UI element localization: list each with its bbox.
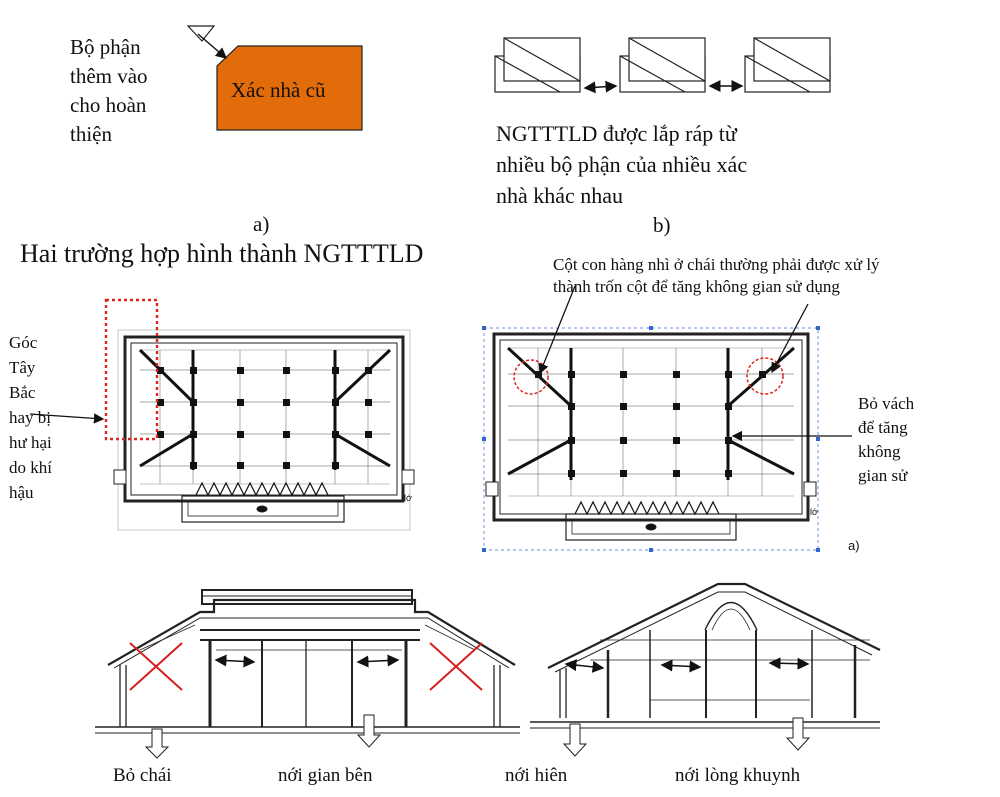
old-house-label: Xác nhà cũ bbox=[231, 78, 326, 102]
expand-arrow-4 bbox=[662, 665, 700, 667]
plan-caption-a: a) bbox=[848, 538, 860, 553]
added-part-line: cho hoàn bbox=[70, 93, 147, 117]
note-line: hay bị bbox=[9, 408, 52, 427]
walls-left bbox=[140, 350, 390, 470]
added-part-label bbox=[70, 33, 148, 149]
description-line: nhiều bộ phận của nhiều xác bbox=[496, 152, 748, 177]
diagram-heading: Hai trường hợp hình thành NGTTTLD bbox=[20, 239, 424, 268]
down-arrow-gian-ben bbox=[358, 715, 380, 747]
plan-mark-right: lớ bbox=[810, 507, 818, 517]
note-line: Góc bbox=[9, 333, 38, 352]
annotation-line: thành trốn cột để tăng không gian sử dụng bbox=[553, 277, 840, 296]
plan-mark-left: lớ bbox=[404, 493, 412, 503]
expand-arrow-1 bbox=[216, 660, 254, 662]
house-part-2 bbox=[620, 38, 705, 92]
note-line: Bắc bbox=[9, 383, 36, 402]
label-gian-ben: nới gian bên bbox=[278, 765, 373, 786]
note-line: do khí bbox=[9, 458, 52, 477]
note-line: không bbox=[858, 442, 901, 461]
northwest-corner-note bbox=[9, 330, 52, 505]
added-part-triangle bbox=[188, 26, 214, 41]
annotation-arrow-right bbox=[772, 304, 808, 372]
note-line: để tăng bbox=[858, 418, 908, 437]
annotation-line: Cột con hàng nhì ở chái thường phải được xử lý bbox=[553, 255, 880, 274]
selection-frame bbox=[484, 328, 818, 550]
label-bo-chai: Bỏ chái bbox=[113, 765, 172, 786]
note-line: gian sử bbox=[858, 466, 908, 485]
door-panels-left bbox=[196, 483, 328, 495]
column-annotation bbox=[553, 254, 880, 298]
note-line: hậu bbox=[9, 483, 34, 502]
door-panels-right bbox=[575, 502, 719, 514]
note-line: Tây bbox=[9, 358, 36, 377]
column-grid-right bbox=[508, 348, 794, 496]
section-right bbox=[530, 584, 880, 728]
removed-aisle-cross-left bbox=[130, 643, 182, 690]
floor-plan-left bbox=[114, 330, 414, 530]
panel-a-caption: a) bbox=[253, 212, 270, 236]
label-long-khuynh: nới lòng khuynh bbox=[675, 765, 801, 786]
walls-right bbox=[508, 348, 794, 480]
house-part-1 bbox=[495, 38, 580, 92]
columns-left bbox=[157, 367, 372, 469]
floor-plan-right bbox=[486, 334, 816, 540]
house-part-3 bbox=[745, 38, 830, 92]
note-line: Bỏ vách bbox=[858, 394, 915, 413]
label-hien: nới hiên bbox=[505, 765, 568, 786]
panel-b-description bbox=[496, 118, 747, 211]
panel-b-caption: b) bbox=[653, 213, 671, 237]
remove-wall-note bbox=[858, 392, 914, 488]
expand-arrow-3 bbox=[566, 664, 603, 668]
added-part-line: thêm vào bbox=[70, 64, 148, 88]
added-part-line: Bộ phận bbox=[70, 35, 141, 59]
added-part-line: thiện bbox=[70, 122, 112, 146]
assembly-arrow-1 bbox=[585, 86, 616, 88]
description-line: NGTTTLD được lắp ráp từ bbox=[496, 121, 737, 146]
down-arrow-hien bbox=[564, 724, 586, 756]
removed-aisle-cross-right bbox=[430, 643, 482, 690]
description-line: nhà khác nhau bbox=[496, 183, 624, 208]
expand-arrow-5 bbox=[770, 663, 808, 664]
section-left bbox=[95, 590, 520, 733]
panel-b-graphic bbox=[495, 38, 830, 92]
added-part-arrow bbox=[198, 34, 226, 58]
expand-arrow-2 bbox=[358, 660, 398, 662]
note-line: hư hại bbox=[9, 433, 52, 452]
column-grid-left bbox=[140, 350, 390, 484]
